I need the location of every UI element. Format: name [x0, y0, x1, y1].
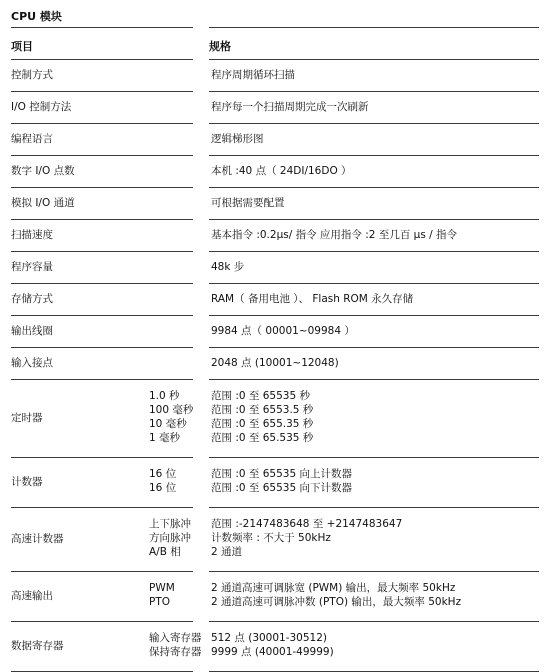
divider — [11, 219, 193, 220]
sub-value: 9999 点 (40001-49999) — [211, 646, 334, 658]
row-label: 编程语言 — [11, 133, 53, 145]
divider — [11, 59, 193, 60]
sub-value: 范围 :0 至 65535 向下计数器 — [211, 482, 352, 494]
sub-label: 输入寄存器 — [149, 632, 202, 644]
column-header-spec: 规格 — [209, 40, 231, 53]
divider — [209, 123, 539, 124]
row-label: 模拟 I/O 通道 — [11, 197, 75, 209]
sub-label: 1.0 秒 — [149, 390, 180, 402]
divider — [209, 283, 539, 284]
row-value: 逻辑梯形图 — [211, 133, 264, 145]
sub-value: 范围 :0 至 655.35 秒 — [211, 418, 314, 430]
divider — [209, 621, 539, 622]
row-label: 输出线圈 — [11, 325, 53, 337]
row-label: 程序容量 — [11, 261, 53, 273]
divider — [11, 315, 193, 316]
sub-label: A/B 相 — [149, 546, 181, 558]
sub-label: 方向脉冲 — [149, 532, 191, 544]
sub-value: 范围 :0 至 65535 秒 — [211, 390, 310, 402]
group-label: 数据寄存器 — [11, 640, 64, 652]
sub-label: 保持寄存器 — [149, 646, 202, 658]
sub-label: 上下脉冲 — [149, 518, 191, 530]
row-label: I/O 控制方法 — [11, 101, 72, 113]
divider — [11, 379, 193, 380]
divider — [209, 251, 539, 252]
row-label: 输入接点 — [11, 357, 53, 369]
divider — [11, 621, 193, 622]
divider — [209, 219, 539, 220]
divider — [11, 571, 193, 572]
sub-value: 范围 :0 至 65.535 秒 — [211, 432, 314, 444]
divider — [11, 123, 193, 124]
divider — [11, 347, 193, 348]
divider — [11, 507, 193, 508]
column-header-item: 项目 — [11, 40, 33, 53]
sub-value: 范围 :0 至 6553.5 秒 — [211, 404, 314, 416]
divider — [11, 91, 193, 92]
divider — [11, 251, 193, 252]
group-label: 高速计数器 — [11, 533, 64, 545]
sub-value: 2 通道高速可调脉宽 (PWM) 输出，最大频率 50kHz — [211, 582, 456, 594]
divider — [209, 27, 539, 28]
row-value: 2048 点 (10001~12048) — [211, 357, 339, 369]
sub-label: 100 毫秒 — [149, 404, 194, 416]
row-value: 程序每一个扫描周期完成一次刷新 — [211, 101, 369, 113]
divider — [11, 457, 193, 458]
sub-label: 10 毫秒 — [149, 418, 187, 430]
row-label: 扫描速度 — [11, 229, 53, 241]
row-value: 可根据需要配置 — [211, 197, 285, 209]
sub-label: 1 毫秒 — [149, 432, 181, 444]
row-value: 程序周期循环扫描 — [211, 69, 295, 81]
divider — [209, 347, 539, 348]
row-label: 存储方式 — [11, 293, 53, 305]
divider — [209, 571, 539, 572]
row-value: 本机 :40 点（ 24DI/16DO ） — [211, 165, 352, 177]
divider — [11, 187, 193, 188]
group-label: 计数器 — [11, 476, 43, 488]
group-label: 高速输出 — [11, 590, 53, 602]
sub-value: 范围 :0 至 65535 向上计数器 — [211, 468, 352, 480]
sub-value: 计数频率 : 不大于 50kHz — [211, 532, 331, 544]
group-label: 定时器 — [11, 412, 43, 424]
divider — [209, 457, 539, 458]
row-value: RAM（ 备用电池 ）、 Flash ROM 永久存储 — [211, 293, 414, 305]
sub-label: PWM — [149, 582, 175, 594]
sub-value: 范围 :-2147483648 至 +2147483647 — [211, 518, 403, 530]
sub-label: PTO — [149, 596, 171, 608]
row-value: 9984 点（ 00001~09984 ） — [211, 325, 355, 337]
row-label: 数字 I/O 点数 — [11, 165, 75, 177]
divider — [209, 507, 539, 508]
sub-value: 2 通道 — [211, 546, 243, 558]
divider — [209, 315, 539, 316]
sub-label: 16 位 — [149, 482, 177, 494]
row-label: 控制方式 — [11, 69, 53, 81]
divider — [209, 379, 539, 380]
divider — [209, 155, 539, 156]
sub-value: 512 点 (30001-30512) — [211, 632, 328, 644]
row-value: 48k 步 — [211, 261, 245, 273]
page-title: CPU 模块 — [11, 10, 62, 23]
divider — [11, 283, 193, 284]
divider — [11, 27, 193, 28]
divider — [209, 187, 539, 188]
sub-label: 16 位 — [149, 468, 177, 480]
sub-value: 2 通道高速可调脉冲数 (PTO) 输出，最大频率 50kHz — [211, 596, 462, 608]
divider — [11, 155, 193, 156]
divider — [209, 91, 539, 92]
row-value: 基本指令 :0.2μs/ 指令 应用指令 :2 至几百 μs / 指令 — [211, 229, 458, 241]
divider — [209, 59, 539, 60]
